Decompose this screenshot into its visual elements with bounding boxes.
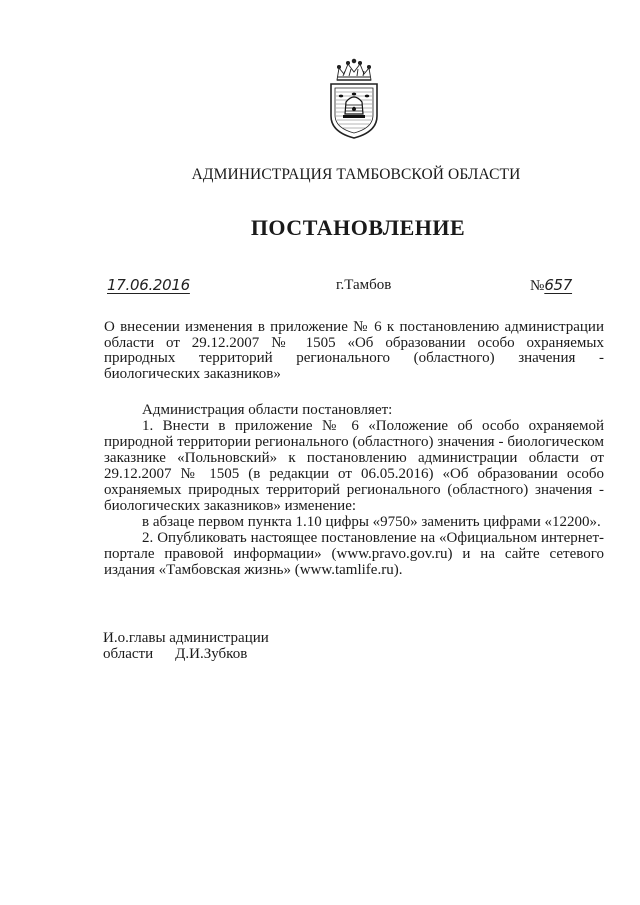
document-number [530,276,572,295]
signature-position-line2 [103,646,269,662]
number-value: 657 [544,276,573,294]
number-sign: № [530,278,545,294]
signature-block [103,630,269,662]
signature-name: Д.И.Зубков [175,646,248,662]
body-intro: Администрация области постановляет: [142,402,393,418]
document-subject: О внесении изменения в приложение № 6 к постановлению администрации области от 29.12.2007 № 1505 «Об образовании особо охраняемых природных территорий регионального (областного) значения - биологических заказников» [104,319,604,382]
tambov-coat-of-arms-icon [325,58,383,140]
body-item-1: 1. Внести в приложение № 6 «Положение об особо охраняемой природной территории регионального (областного) значения - биологическом заказнике «Польновский» к постановлению администрации области от 29.12.2007 № 1505 (в редакции от 06.05.2016) «Об образовании особо охраняемых природных территорий регионального (областного) значения - биологических заказников» изменение: [104,418,604,514]
body-item-2: 2. Опубликовать настоящее постановление на «Официальном интернет-портале правовой информации» (www.pravo.gov.ru) и на сайте сетевого издания «Тамбовская жизнь» (www.tamlife.ru). [104,530,604,578]
document-date: 17.06.2016 [107,276,190,294]
document-body [104,402,604,578]
document-city: г.Тамбов [336,277,392,293]
body-item-1-change: в абзаце первом пункта 1.10 цифры «9750» заменить цифрами «12200». [142,514,601,530]
organization-title: АДМИНИСТРАЦИЯ ТАМБОВСКОЙ ОБЛАСТИ [191,166,521,183]
document-type-title: ПОСТАНОВЛЕНИЕ [250,215,466,240]
signature-position-line1: И.о.главы администрации [103,630,269,646]
signature-position-region: области [103,646,154,662]
document-meta-row [0,275,640,297]
